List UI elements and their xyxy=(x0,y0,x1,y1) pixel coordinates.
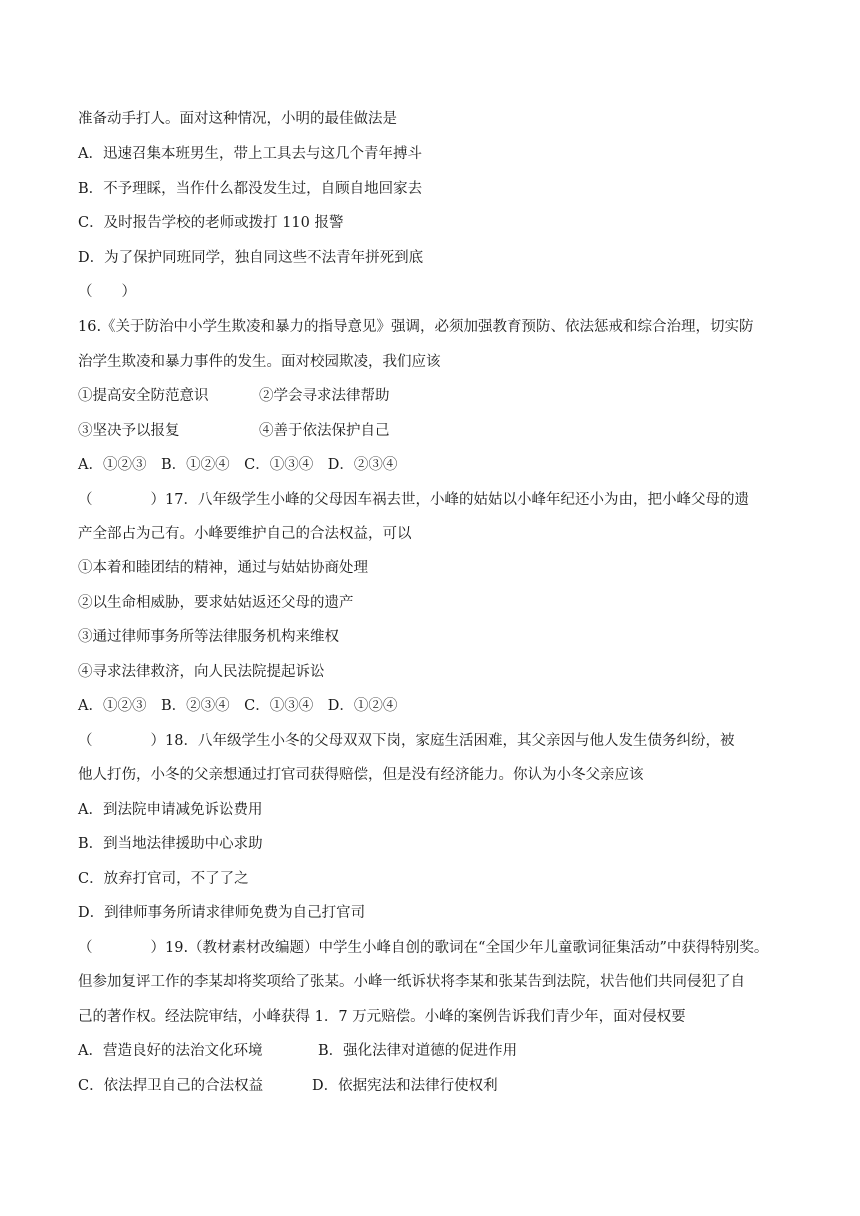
q19-option-a: A．营造良好的法治文化环境 xyxy=(78,1043,263,1059)
q19-option-b: B．强化法律对道德的促进作用 xyxy=(318,1043,518,1059)
q17-statement-4: ④寻求法律救济，向人民法院提起诉讼 xyxy=(78,664,325,680)
q19-stem-line-3: 己的著作权。经法院审结，小峰获得 1．7 万元赔偿。小峰的案例告诉我们青少年，面对侵权要 xyxy=(78,1009,686,1025)
q16-statement-2: ②学会寻求法律帮助 xyxy=(259,388,390,404)
q17-stem-line-1: （ ）17．八年级学生小峰的父母因车祸去世，小峰的姑姑以小峰年纪还小为由，把小峰父母的遗 xyxy=(78,492,749,508)
q19-option-c: C．依法捍卫自己的合法权益 xyxy=(78,1078,264,1094)
q19-stem-line-1: （ ）19.（教材素材改编题）中学生小峰自创的歌词在“全国少年儿童歌词征集活动”中获得特别奖。 xyxy=(78,940,769,956)
q16-statement-4: ④善于依法保护自己 xyxy=(259,423,390,439)
answer-blank: （ ） xyxy=(78,284,136,300)
q18-option-c: C．放弃打官司，不了了之 xyxy=(78,871,249,887)
q16-statements-row-1 xyxy=(78,386,390,406)
q16-statements-row-2 xyxy=(78,421,390,441)
q19-options-row-1 xyxy=(78,1041,517,1061)
q16-stem-line-1: 16.《关于防治中小学生欺凌和暴力的指导意见》强调，必须加强教育预防、依法惩戒和综合治理，切实防 xyxy=(78,319,754,335)
q15-option-a: A．迅速召集本班男生，带上工具去与这几个青年搏斗 xyxy=(78,146,422,162)
q16-statement-3: ③坚决予以报复 xyxy=(78,423,180,439)
q15-stem-end: 准备动手打人。面对这种情况，小明的最佳做法是 xyxy=(78,111,397,127)
q19-options-row-2 xyxy=(78,1076,498,1096)
q17-statement-3: ③通过律师事务所等法律服务机构来维权 xyxy=(78,629,339,645)
q16-options: A．①②③ B．①②④ C．①③④ D．②③④ xyxy=(78,457,398,473)
q15-option-c: C．及时报告学校的老师或拨打 110 报警 xyxy=(78,215,344,231)
q18-stem-line-1: （ ）18．八年级学生小冬的父母双双下岗，家庭生活困难，其父亲因与他人发生债务纠纷，被 xyxy=(78,733,735,749)
q18-stem-line-2: 他人打伤，小冬的父亲想通过打官司获得赔偿，但是没有经济能力。你认为小冬父亲应该 xyxy=(78,767,644,783)
q18-option-b: B．到当地法律援助中心求助 xyxy=(78,836,263,852)
q16-statement-1: ①提高安全防范意识 xyxy=(78,388,209,404)
q18-option-d: D．到律师事务所请求律师免费为自己打官司 xyxy=(78,905,366,921)
q18-option-a: A．到法院申请减免诉讼费用 xyxy=(78,802,263,818)
q17-options: A．①②③ B．②③④ C．①③④ D．①②④ xyxy=(78,698,398,714)
q17-stem-line-2: 产全部占为己有。小峰要维护自己的合法权益，可以 xyxy=(78,526,412,542)
q17-statement-1: ①本着和睦团结的精神，通过与姑姑协商处理 xyxy=(78,560,368,576)
q19-option-d: D．依据宪法和法律行使权利 xyxy=(312,1078,498,1094)
q17-statement-2: ②以生命相威胁，要求姑姑返还父母的遗产 xyxy=(78,595,354,611)
q19-stem-line-2: 但参加复评工作的李某却将奖项给了张某。小峰一纸诉状将李某和张某告到法院，状告他们共同侵犯了自 xyxy=(78,974,745,990)
q16-stem-line-2: 治学生欺凌和暴力事件的发生。面对校园欺凌，我们应该 xyxy=(78,354,441,370)
q15-option-b: B．不予理睬，当作什么都没发生过，自顾自地回家去 xyxy=(78,181,423,197)
q15-option-d: D．为了保护同班同学，独自同这些不法青年拼死到底 xyxy=(78,250,424,266)
